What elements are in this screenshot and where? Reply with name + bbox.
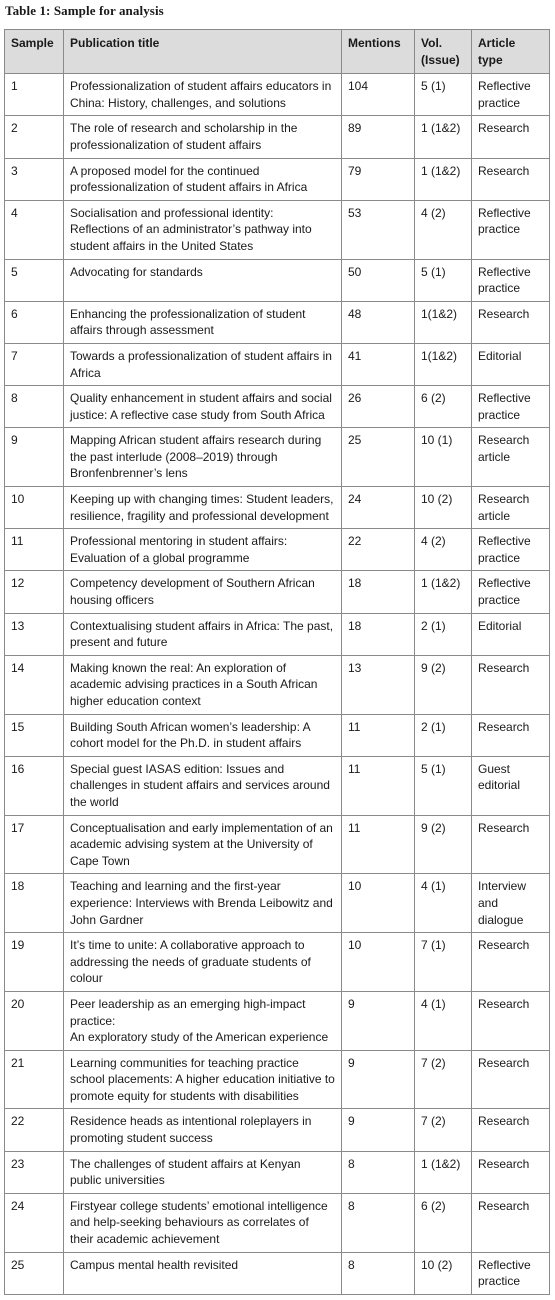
cell-article-type: Interview and dialogue [472,874,550,933]
cell-publication-title: Peer leadership as an emerging high-impact practice: An exploratory study of the American experience [64,991,342,1050]
cell-article-type: Research [472,158,550,200]
cell-vol-issue: 4 (1) [415,991,472,1050]
cell-mentions: 48 [342,301,415,343]
cell-publication-title: Keeping up with changing times: Student leaders, resilience, fragility and professional development [64,487,342,529]
table-row [5,116,550,158]
cell-publication-title: Professional mentoring in student affairs: Evaluation of a global programme [64,529,342,571]
cell-article-type: Research [472,1109,550,1151]
sample-table [4,29,550,1295]
cell-vol-issue: 6 (2) [415,386,472,428]
cell-mentions: 79 [342,158,415,200]
cell-article-type: Research [472,116,550,158]
cell-article-type: Research [472,1193,550,1252]
cell-sample: 13 [5,613,64,655]
table-row [5,74,550,116]
cell-publication-title: Enhancing the professionalization of student affairs through assessment [64,301,342,343]
cell-vol-issue: 5 (1) [415,259,472,301]
cell-mentions: 10 [342,933,415,992]
cell-vol-issue: 7 (2) [415,1050,472,1109]
cell-sample: 23 [5,1151,64,1193]
cell-sample: 7 [5,343,64,385]
cell-article-type: Reflective practice [472,1252,550,1294]
cell-mentions: 8 [342,1252,415,1294]
cell-article-type: Research article [472,487,550,529]
table-row [5,874,550,933]
cell-vol-issue: 4 (2) [415,200,472,259]
cell-sample: 3 [5,158,64,200]
cell-sample: 5 [5,259,64,301]
table-row [5,259,550,301]
cell-sample: 9 [5,428,64,487]
cell-mentions: 26 [342,386,415,428]
cell-article-type: Editorial [472,613,550,655]
table-row [5,158,550,200]
cell-mentions: 13 [342,655,415,714]
table-row [5,428,550,487]
cell-publication-title: Towards a professionalization of student affairs in Africa [64,343,342,385]
cell-vol-issue: 1 (1&2) [415,116,472,158]
cell-article-type: Research [472,301,550,343]
cell-sample: 1 [5,74,64,116]
cell-publication-title: Professionalization of student affairs educators in China: History, challenges, and solutions [64,74,342,116]
cell-mentions: 10 [342,874,415,933]
table-row [5,529,550,571]
cell-publication-title: Learning communities for teaching practice school placements: A higher education initiative to promote equity for students with disabilities [64,1050,342,1109]
table-row [5,200,550,259]
cell-vol-issue: 7 (2) [415,1109,472,1151]
cell-mentions: 50 [342,259,415,301]
cell-mentions: 41 [342,343,415,385]
cell-article-type: Reflective practice [472,571,550,613]
table-row [5,815,550,874]
cell-sample: 6 [5,301,64,343]
cell-article-type: Research article [472,428,550,487]
table-row [5,1151,550,1193]
cell-sample: 25 [5,1252,64,1294]
cell-vol-issue: 1(1&2) [415,343,472,385]
cell-vol-issue: 6 (2) [415,1193,472,1252]
cell-publication-title: Making known the real: An exploration of academic advising practices in a South African higher education context [64,655,342,714]
cell-mentions: 8 [342,1151,415,1193]
cell-sample: 16 [5,756,64,815]
cell-vol-issue: 2 (1) [415,714,472,756]
cell-sample: 8 [5,386,64,428]
cell-article-type: Research [472,933,550,992]
cell-article-type: Research [472,991,550,1050]
table-row [5,1252,550,1294]
header-publication-title: Publication title [64,30,342,74]
table-row [5,301,550,343]
header-row [5,30,550,74]
cell-publication-title: Advocating for standards [64,259,342,301]
cell-publication-title: Residence heads as intentional roleplayers in promoting student success [64,1109,342,1151]
table-body [5,74,550,1295]
cell-sample: 21 [5,1050,64,1109]
cell-sample: 20 [5,991,64,1050]
cell-sample: 19 [5,933,64,992]
table-row [5,1193,550,1252]
cell-sample: 11 [5,529,64,571]
cell-mentions: 24 [342,487,415,529]
cell-article-type: Guest editorial [472,756,550,815]
cell-publication-title: Conceptualisation and early implementation of an academic advising system at the University of Cape Town [64,815,342,874]
cell-sample: 2 [5,116,64,158]
cell-vol-issue: 4 (1) [415,874,472,933]
table-row [5,991,550,1050]
cell-mentions: 9 [342,1050,415,1109]
cell-vol-issue: 7 (1) [415,933,472,992]
table-row [5,655,550,714]
cell-sample: 18 [5,874,64,933]
cell-publication-title: It’s time to unite: A collaborative approach to addressing the needs of graduate students of colour [64,933,342,992]
cell-mentions: 53 [342,200,415,259]
cell-publication-title: Building South African women’s leadership: A cohort model for the Ph.D. in student affairs [64,714,342,756]
cell-publication-title: Campus mental health revisited [64,1252,342,1294]
cell-article-type: Research [472,655,550,714]
cell-publication-title: Socialisation and professional identity: Reflections of an administrator’s pathway into student affairs in the United States [64,200,342,259]
header-vol-issue: Vol. (Issue) [415,30,472,74]
table-row [5,613,550,655]
cell-mentions: 9 [342,1109,415,1151]
cell-vol-issue: 1 (1&2) [415,1151,472,1193]
cell-publication-title: Firstyear college students’ emotional intelligence and help-seeking behaviours as correlates of their academic achievement [64,1193,342,1252]
cell-publication-title: Quality enhancement in student affairs and social justice: A reflective case study from South Africa [64,386,342,428]
cell-article-type: Research [472,714,550,756]
table-row [5,343,550,385]
cell-sample: 17 [5,815,64,874]
cell-article-type: Reflective practice [472,74,550,116]
cell-vol-issue: 5 (1) [415,74,472,116]
cell-publication-title: Mapping African student affairs research during the past interlude (2008–2019) through Bronfenbrenner’s lens [64,428,342,487]
cell-article-type: Research [472,1151,550,1193]
cell-mentions: 8 [342,1193,415,1252]
cell-article-type: Reflective practice [472,529,550,571]
cell-mentions: 104 [342,74,415,116]
cell-mentions: 25 [342,428,415,487]
header-article-type: Article type [472,30,550,74]
table-row [5,714,550,756]
cell-mentions: 9 [342,991,415,1050]
cell-vol-issue: 4 (2) [415,529,472,571]
cell-publication-title: Competency development of Southern African housing officers [64,571,342,613]
cell-article-type: Reflective practice [472,259,550,301]
cell-sample: 4 [5,200,64,259]
cell-publication-title: Contextualising student affairs in Africa: The past, present and future [64,613,342,655]
table-row [5,571,550,613]
cell-vol-issue: 1(1&2) [415,301,472,343]
cell-mentions: 89 [342,116,415,158]
cell-sample: 14 [5,655,64,714]
cell-sample: 12 [5,571,64,613]
table-row [5,487,550,529]
cell-vol-issue: 5 (1) [415,756,472,815]
cell-sample: 15 [5,714,64,756]
header-mentions: Mentions [342,30,415,74]
cell-publication-title: Special guest IASAS edition: Issues and challenges in student affairs and services around the world [64,756,342,815]
cell-vol-issue: 1 (1&2) [415,571,472,613]
cell-vol-issue: 2 (1) [415,613,472,655]
cell-mentions: 18 [342,571,415,613]
cell-mentions: 22 [342,529,415,571]
cell-mentions: 18 [342,613,415,655]
header-sample: Sample [5,30,64,74]
table-row [5,386,550,428]
table-row [5,1109,550,1151]
cell-mentions: 11 [342,714,415,756]
cell-article-type: Reflective practice [472,386,550,428]
cell-mentions: 11 [342,756,415,815]
cell-sample: 22 [5,1109,64,1151]
cell-article-type: Reflective practice [472,200,550,259]
cell-publication-title: A proposed model for the continued professionalization of student affairs in Africa [64,158,342,200]
cell-article-type: Research [472,815,550,874]
cell-article-type: Research [472,1050,550,1109]
cell-vol-issue: 9 (2) [415,815,472,874]
cell-vol-issue: 10 (2) [415,487,472,529]
cell-sample: 10 [5,487,64,529]
cell-sample: 24 [5,1193,64,1252]
cell-publication-title: Teaching and learning and the first-year experience: Interviews with Brenda Leibowitz and John Gardner [64,874,342,933]
table-header [5,30,550,74]
cell-vol-issue: 10 (1) [415,428,472,487]
cell-vol-issue: 10 (2) [415,1252,472,1294]
cell-publication-title: The role of research and scholarship in the professionalization of student affairs [64,116,342,158]
table-row [5,933,550,992]
cell-article-type: Editorial [472,343,550,385]
table-caption: Table 1: Sample for analysis [5,3,164,18]
table-row [5,756,550,815]
cell-publication-title: The challenges of student affairs at Kenyan public universities [64,1151,342,1193]
cell-vol-issue: 1 (1&2) [415,158,472,200]
table-row [5,1050,550,1109]
cell-mentions: 11 [342,815,415,874]
cell-vol-issue: 9 (2) [415,655,472,714]
